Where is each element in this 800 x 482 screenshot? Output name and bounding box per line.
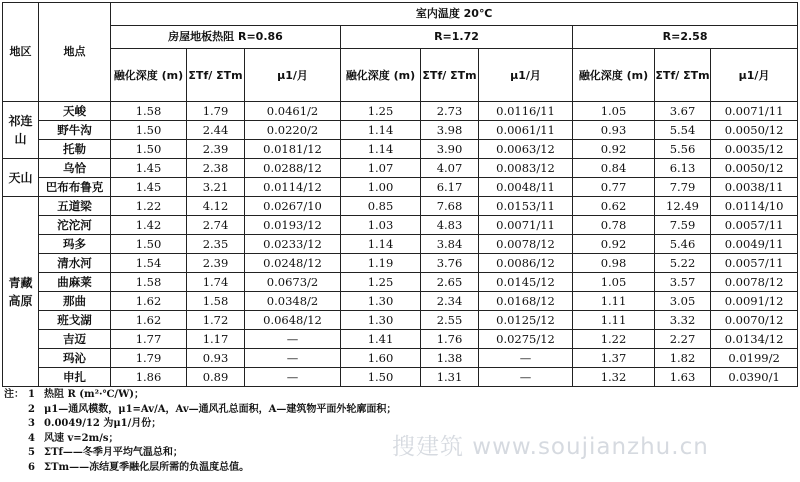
value-cell: 1.58 xyxy=(111,102,187,121)
note-line xyxy=(4,388,564,403)
value-cell: 0.0461/2 xyxy=(245,102,341,121)
value-cell: 0.0193/12 xyxy=(245,216,341,235)
table-row xyxy=(3,178,798,197)
site-cell: 沱沱河 xyxy=(39,216,111,235)
table-row xyxy=(3,292,798,311)
table-row xyxy=(3,121,798,140)
value-cell: 1.11 xyxy=(573,292,655,311)
value-cell: 1.11 xyxy=(573,311,655,330)
value-cell: 0.0114/10 xyxy=(711,197,798,216)
value-cell: 1.54 xyxy=(111,254,187,273)
value-cell: 2.55 xyxy=(421,311,479,330)
value-cell: 7.59 xyxy=(655,216,711,235)
value-cell: 6.13 xyxy=(655,159,711,178)
value-cell: 0.0125/12 xyxy=(479,311,573,330)
note-number: 5 xyxy=(28,447,35,458)
site-cell: 野牛沟 xyxy=(39,121,111,140)
value-cell: 0.0673/2 xyxy=(245,273,341,292)
value-cell: 5.22 xyxy=(655,254,711,273)
table-row xyxy=(3,254,798,273)
note-text: ΣTm——冻结夏季融化层所需的负温度总值。 xyxy=(44,461,250,473)
value-cell: 0.0248/12 xyxy=(245,254,341,273)
value-cell: 1.58 xyxy=(187,292,245,311)
value-cell: 4.12 xyxy=(187,197,245,216)
site-cell: 乌恰 xyxy=(39,159,111,178)
value-cell: 0.0199/2 xyxy=(711,349,798,368)
value-cell: 0.0070/12 xyxy=(711,311,798,330)
value-cell: 0.0049/11 xyxy=(711,235,798,254)
subheader-cell: 融化深度 (m) xyxy=(341,49,421,102)
value-cell: 0.0220/2 xyxy=(245,121,341,140)
site-cell: 曲麻莱 xyxy=(39,273,111,292)
value-cell: 0.0267/10 xyxy=(245,197,341,216)
value-cell: 1.05 xyxy=(573,102,655,121)
subheader-cell: μ1/月 xyxy=(479,49,573,102)
value-cell: 1.86 xyxy=(111,368,187,387)
table-row xyxy=(3,273,798,292)
site-cell: 玛多 xyxy=(39,235,111,254)
header-indoor-temp: 室内温度 20℃ xyxy=(111,3,798,26)
note-label xyxy=(4,446,28,461)
subheader-row xyxy=(3,49,798,102)
value-cell: 7.68 xyxy=(421,197,479,216)
watermark: 搜建筑 www.soujianzhu.cn xyxy=(392,434,709,460)
subheader-cell: ΣTf/ ΣTm xyxy=(187,49,245,102)
subheader-cell: ΣTf/ ΣTm xyxy=(421,49,479,102)
value-cell: 0.0083/12 xyxy=(479,159,573,178)
value-cell: 1.22 xyxy=(573,330,655,349)
header-group-r258: R=2.58 xyxy=(573,26,798,49)
value-cell: 1.72 xyxy=(187,311,245,330)
value-cell: 5.56 xyxy=(655,140,711,159)
value-cell: — xyxy=(479,368,573,387)
note-line xyxy=(4,403,564,418)
value-cell: 1.22 xyxy=(111,197,187,216)
value-cell: 0.0038/11 xyxy=(711,178,798,197)
value-cell: 2.34 xyxy=(421,292,479,311)
value-cell: 1.45 xyxy=(111,159,187,178)
value-cell: 0.0071/11 xyxy=(479,216,573,235)
value-cell: 1.30 xyxy=(341,292,421,311)
note-label xyxy=(4,403,28,418)
value-cell: 0.77 xyxy=(573,178,655,197)
table-body xyxy=(3,102,798,387)
value-cell: 0.0078/12 xyxy=(479,235,573,254)
value-cell: 2.73 xyxy=(421,102,479,121)
note-label: 注： xyxy=(4,389,24,400)
subheader-cell: ΣTf/ ΣTm xyxy=(655,49,711,102)
value-cell: 1.14 xyxy=(341,121,421,140)
note-text: 风速 v=2m/s； xyxy=(44,432,119,444)
value-cell: 0.0048/11 xyxy=(479,178,573,197)
table-row xyxy=(3,235,798,254)
value-cell: 1.79 xyxy=(187,102,245,121)
value-cell: 0.0086/12 xyxy=(479,254,573,273)
value-cell: 0.93 xyxy=(187,349,245,368)
value-cell: 1.50 xyxy=(111,235,187,254)
value-cell: 0.89 xyxy=(187,368,245,387)
value-cell: 1.50 xyxy=(341,368,421,387)
table-row xyxy=(3,349,798,368)
value-cell: 0.0275/12 xyxy=(479,330,573,349)
value-cell: 0.62 xyxy=(573,197,655,216)
value-cell: 7.79 xyxy=(655,178,711,197)
value-cell: — xyxy=(245,330,341,349)
value-cell: 12.49 xyxy=(655,197,711,216)
value-cell: 1.62 xyxy=(111,292,187,311)
value-cell: 0.0050/12 xyxy=(711,159,798,178)
note-text: ΣTf——冬季月平均气温总和； xyxy=(44,447,183,458)
value-cell: 4.07 xyxy=(421,159,479,178)
value-cell: 0.0057/11 xyxy=(711,254,798,273)
value-cell: 2.74 xyxy=(187,216,245,235)
site-cell: 巴布布鲁克 xyxy=(39,178,111,197)
value-cell: 4.83 xyxy=(421,216,479,235)
table-row xyxy=(3,140,798,159)
value-cell: 1.62 xyxy=(111,311,187,330)
table-container xyxy=(2,2,797,387)
table-row xyxy=(3,330,798,349)
value-cell: 1.17 xyxy=(187,330,245,349)
value-cell: 0.0116/11 xyxy=(479,102,573,121)
table-row xyxy=(3,197,798,216)
note-number: 4 xyxy=(28,432,35,444)
value-cell: 1.45 xyxy=(111,178,187,197)
value-cell: 0.84 xyxy=(573,159,655,178)
value-cell: 1.07 xyxy=(341,159,421,178)
value-cell: 1.50 xyxy=(111,140,187,159)
note-text: μ1—通风模数，μ1=Av/A，Av—通风孔总面积，A—建筑物平面外轮廓面积； xyxy=(44,403,397,415)
value-cell: 0.0145/12 xyxy=(479,273,573,292)
value-cell: 0.98 xyxy=(573,254,655,273)
site-cell: 五道梁 xyxy=(39,197,111,216)
value-cell: 2.39 xyxy=(187,140,245,159)
value-cell: 1.37 xyxy=(573,349,655,368)
value-cell: 0.93 xyxy=(573,121,655,140)
value-cell: 3.32 xyxy=(655,311,711,330)
site-cell: 玛沁 xyxy=(39,349,111,368)
value-cell: 0.85 xyxy=(341,197,421,216)
value-cell: 3.90 xyxy=(421,140,479,159)
value-cell: 0.0348/2 xyxy=(245,292,341,311)
value-cell: 1.77 xyxy=(111,330,187,349)
value-cell: 0.0288/12 xyxy=(245,159,341,178)
value-cell: 2.39 xyxy=(187,254,245,273)
site-cell: 天峻 xyxy=(39,102,111,121)
note-label xyxy=(4,417,28,432)
value-cell: 0.0181/12 xyxy=(245,140,341,159)
note-label xyxy=(4,432,28,447)
note-label xyxy=(4,461,28,476)
value-cell: 0.0071/11 xyxy=(711,102,798,121)
note-line xyxy=(4,461,564,476)
value-cell: 1.79 xyxy=(111,349,187,368)
value-cell: 0.0078/12 xyxy=(711,273,798,292)
value-cell: 1.14 xyxy=(341,235,421,254)
site-cell: 吉迈 xyxy=(39,330,111,349)
value-cell: 2.27 xyxy=(655,330,711,349)
value-cell: 3.05 xyxy=(655,292,711,311)
value-cell: 1.05 xyxy=(573,273,655,292)
value-cell: 1.38 xyxy=(421,349,479,368)
value-cell: 0.0035/12 xyxy=(711,140,798,159)
value-cell: 3.21 xyxy=(187,178,245,197)
note-text: 0.0049/12 为μ1/月份； xyxy=(44,418,162,429)
value-cell: 0.0091/12 xyxy=(711,292,798,311)
value-cell: 0.0168/12 xyxy=(479,292,573,311)
subheader-cell: μ1/月 xyxy=(711,49,798,102)
value-cell: — xyxy=(479,349,573,368)
note-number: 3 xyxy=(28,418,35,429)
note-text: 热阻 R (m²·℃/W)； xyxy=(44,389,145,400)
value-cell: 3.84 xyxy=(421,235,479,254)
table-row xyxy=(3,368,798,387)
value-cell: 2.38 xyxy=(187,159,245,178)
value-cell: 5.46 xyxy=(655,235,711,254)
value-cell: 1.31 xyxy=(421,368,479,387)
value-cell: 0.0648/12 xyxy=(245,311,341,330)
value-cell: 2.65 xyxy=(421,273,479,292)
header-group-r172: R=1.72 xyxy=(341,26,573,49)
note-number: 2 xyxy=(28,403,35,415)
value-cell: 1.30 xyxy=(341,311,421,330)
table-row xyxy=(3,159,798,178)
value-cell: 1.32 xyxy=(573,368,655,387)
value-cell: — xyxy=(245,349,341,368)
value-cell: 1.19 xyxy=(341,254,421,273)
subheader-cell: 融化深度 (m) xyxy=(573,49,655,102)
note-number: 6 xyxy=(28,461,35,473)
value-cell: 0.0390/1 xyxy=(711,368,798,387)
value-cell: 0.0050/12 xyxy=(711,121,798,140)
value-cell: 0.0233/12 xyxy=(245,235,341,254)
value-cell: 5.54 xyxy=(655,121,711,140)
value-cell: 0.92 xyxy=(573,235,655,254)
value-cell: 1.50 xyxy=(111,121,187,140)
value-cell: 0.0114/12 xyxy=(245,178,341,197)
header-group-r086: 房屋地板热阻 R=0.86 xyxy=(111,26,341,49)
value-cell: 2.44 xyxy=(187,121,245,140)
site-cell: 申扎 xyxy=(39,368,111,387)
table-row xyxy=(3,102,798,121)
table-row xyxy=(3,216,798,235)
value-cell: 1.41 xyxy=(341,330,421,349)
value-cell: 0.0063/12 xyxy=(479,140,573,159)
header-region: 地区 xyxy=(3,3,39,102)
value-cell: 6.17 xyxy=(421,178,479,197)
value-cell: 3.57 xyxy=(655,273,711,292)
value-cell: 1.14 xyxy=(341,140,421,159)
value-cell: 1.00 xyxy=(341,178,421,197)
site-cell: 清水河 xyxy=(39,254,111,273)
value-cell: 1.42 xyxy=(111,216,187,235)
value-cell: 1.76 xyxy=(421,330,479,349)
table-row xyxy=(3,311,798,330)
value-cell: 1.82 xyxy=(655,349,711,368)
value-cell: — xyxy=(245,368,341,387)
value-cell: 1.60 xyxy=(341,349,421,368)
region-cell: 青藏高原 xyxy=(3,197,39,387)
value-cell: 0.0061/11 xyxy=(479,121,573,140)
value-cell: 1.58 xyxy=(111,273,187,292)
header-site: 地点 xyxy=(39,3,111,102)
value-cell: 3.98 xyxy=(421,121,479,140)
site-cell: 那曲 xyxy=(39,292,111,311)
note-number: 1 xyxy=(28,389,35,400)
value-cell: 1.63 xyxy=(655,368,711,387)
value-cell: 2.35 xyxy=(187,235,245,254)
value-cell: 1.25 xyxy=(341,102,421,121)
subheader-cell: μ1/月 xyxy=(245,49,341,102)
value-cell: 0.92 xyxy=(573,140,655,159)
site-cell: 托勒 xyxy=(39,140,111,159)
region-cell: 祁连山 xyxy=(3,102,39,159)
value-cell: 0.0134/12 xyxy=(711,330,798,349)
value-cell: 1.74 xyxy=(187,273,245,292)
thaw-depth-table xyxy=(2,2,798,387)
subheader-cell: 融化深度 (m) xyxy=(111,49,187,102)
value-cell: 0.78 xyxy=(573,216,655,235)
region-cell: 天山 xyxy=(3,159,39,197)
value-cell: 1.25 xyxy=(341,273,421,292)
value-cell: 3.76 xyxy=(421,254,479,273)
value-cell: 3.67 xyxy=(655,102,711,121)
value-cell: 1.03 xyxy=(341,216,421,235)
value-cell: 0.0153/11 xyxy=(479,197,573,216)
value-cell: 0.0057/11 xyxy=(711,216,798,235)
site-cell: 班戈湖 xyxy=(39,311,111,330)
